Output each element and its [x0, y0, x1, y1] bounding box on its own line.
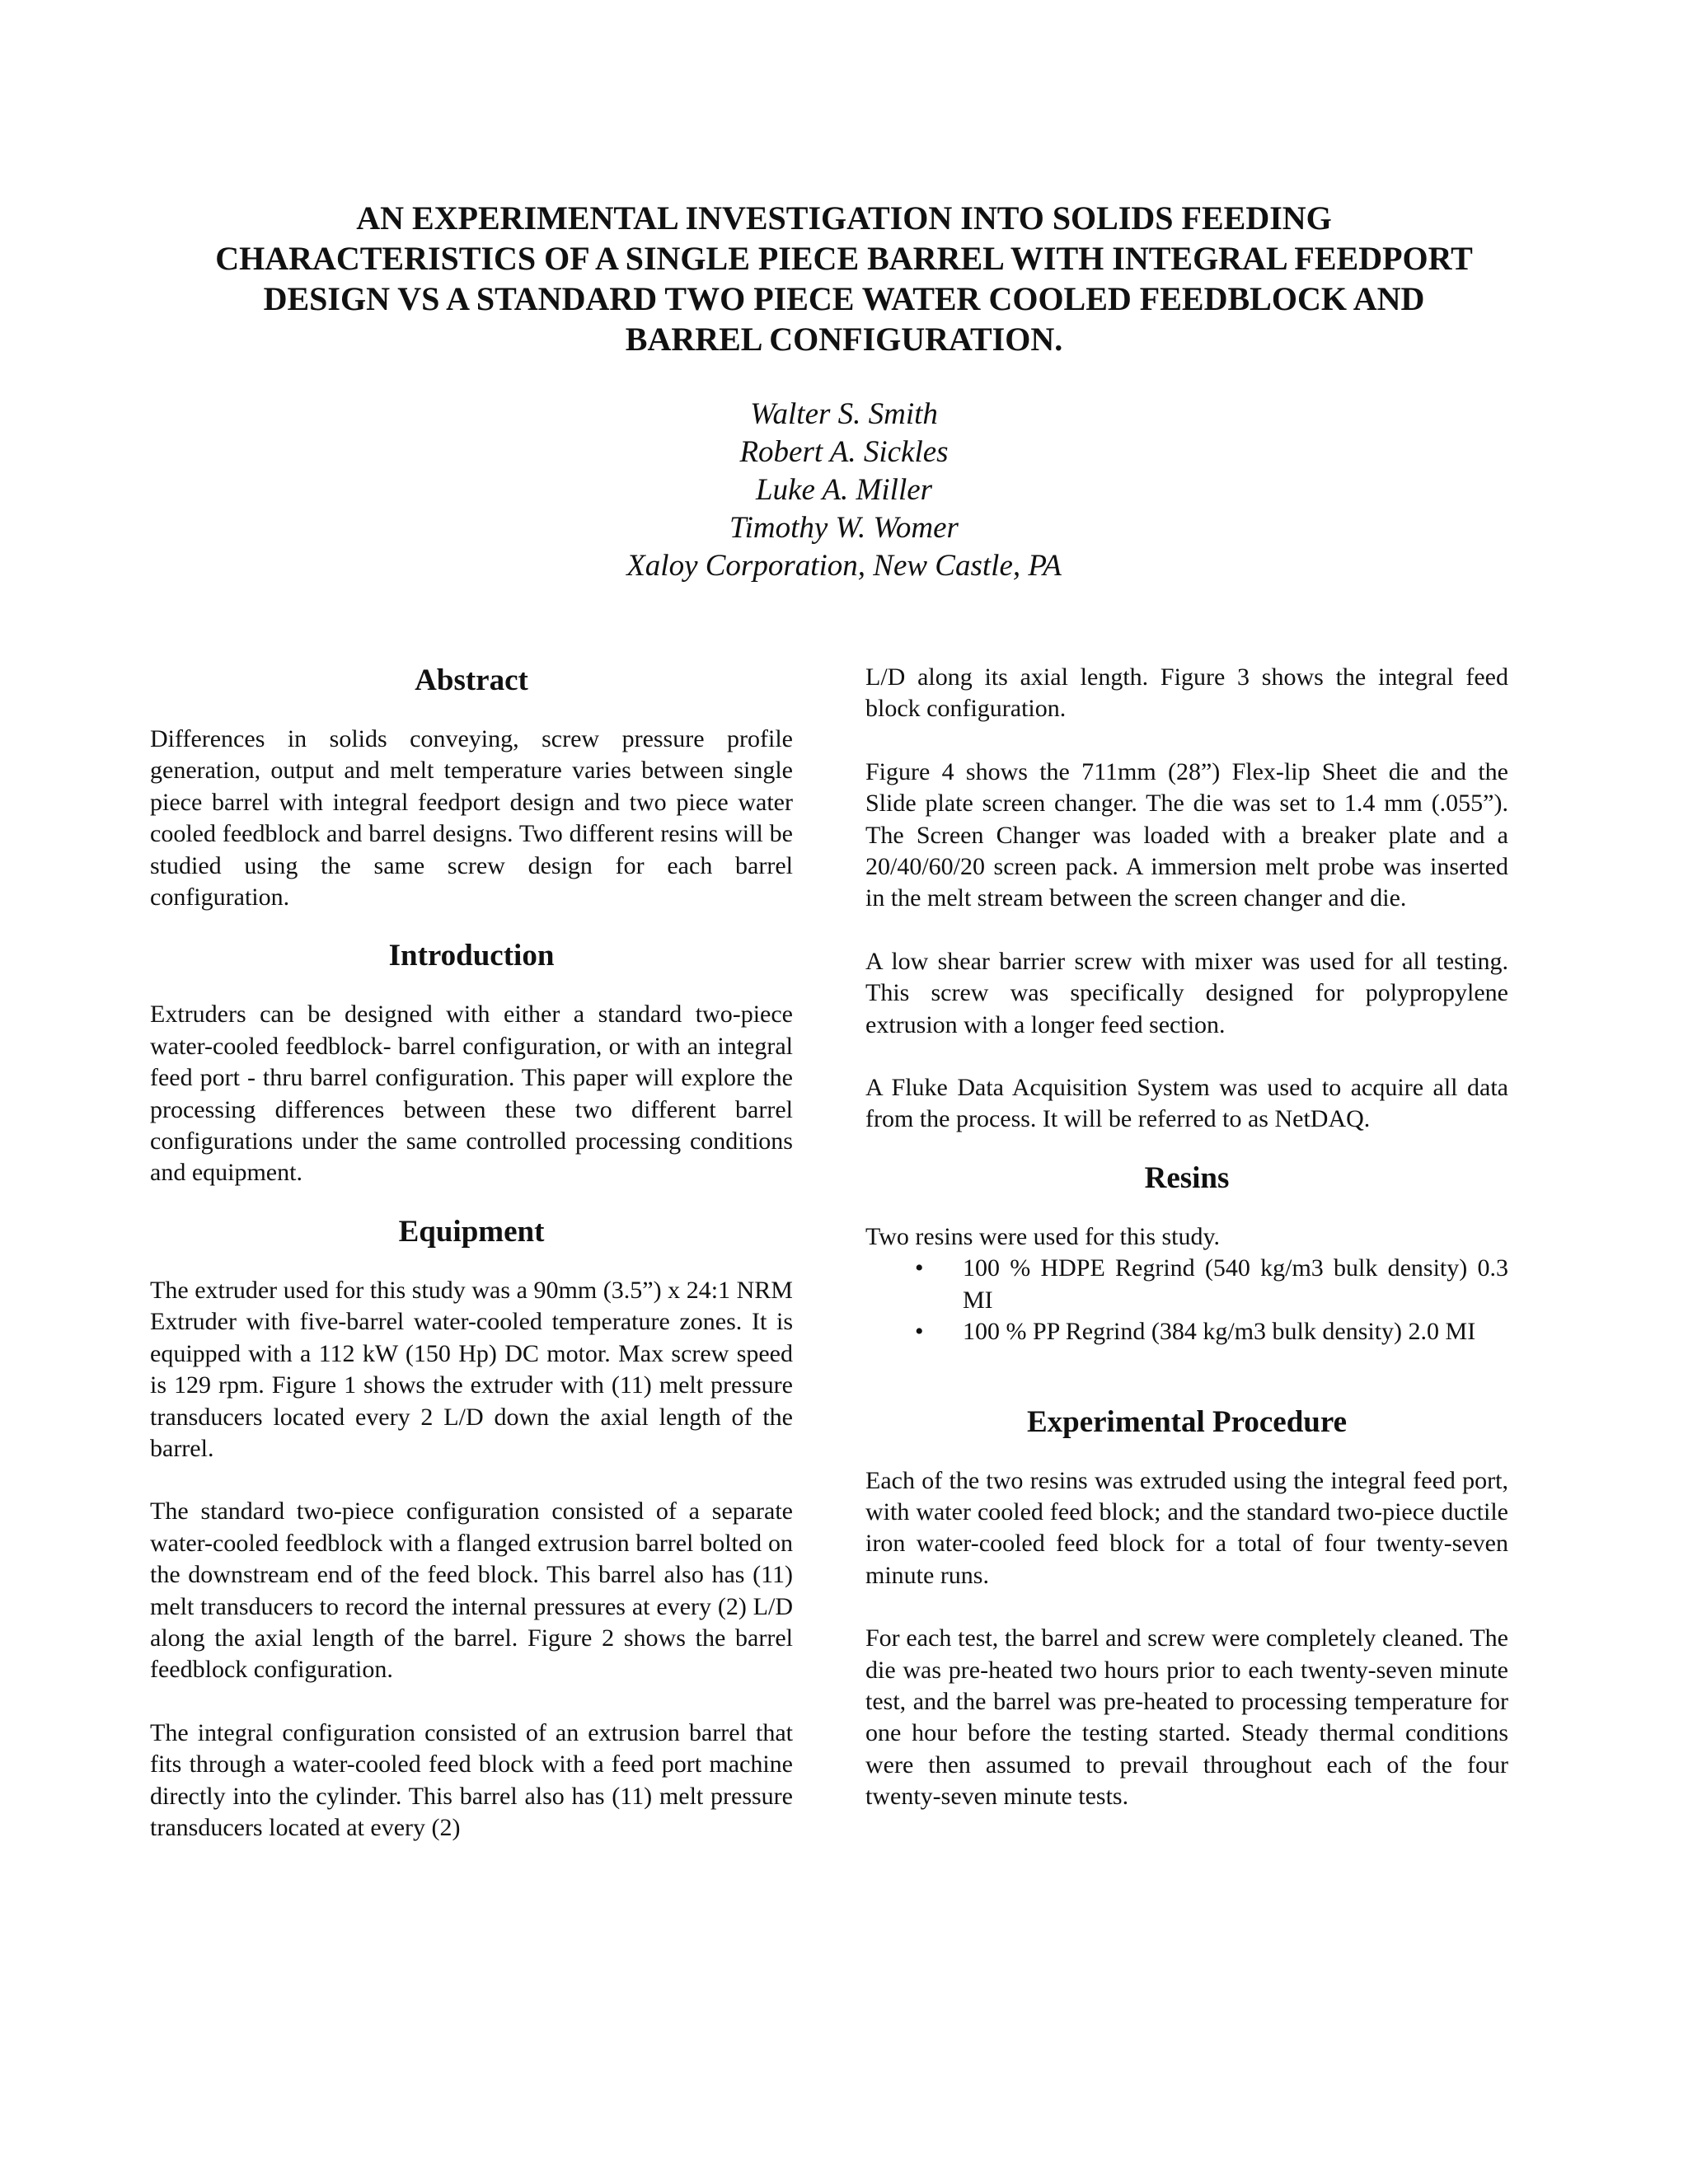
paper-title: [124, 198, 1564, 359]
resin-item-text: 100 % PP Regrind (384 kg/m3 bulk density) 2.0 MI: [963, 1318, 1476, 1346]
equipment-continued-paragraph: A Fluke Data Acquisition System was used to acquire all data from the process. It will be referred to as NetDAQ.: [865, 1074, 1508, 1133]
title-line-1: AN EXPERIMENTAL INVESTIGATION INTO SOLIDS FEEDING: [356, 199, 1332, 237]
introduction-text: Extruders can be designed with either a standard two-piece water-cooled feedblock- barrel configuration, or with an integral feed port - thru barrel configuration. This paper will explore the processing differences between these two different barrel configurations under the same controlled processing conditions and equipment.: [150, 1001, 793, 1187]
equipment-paragraph: The standard two-piece configuration consisted of a separate water-cooled feedblock with a flanged extrusion barrel bolted on the downstream end of the feed block. This barrel also has (11) melt transducers to record the internal pressures at every (2) L/D along the axial length of the barrel. Figure 2 shows the barrel feedblock configuration.: [150, 1497, 793, 1684]
equipment-paragraph: The extruder used for this study was a 90mm (3.5”) x 24:1 NRM Extruder with five-barrel water-cooled temperature zones. It is equipped with a 112 kW (150 Hp) DC motor. Max screw speed is 129 rpm. Figure 1 shows the extruder with (11) melt pressure transducers located every 2 L/D down the axial length of the barrel.: [150, 1276, 793, 1462]
equipment-paragraph: The integral configuration consisted of an extrusion barrel that fits through a water-cooled feed block with a feed port machine directly into the cylinder. This barrel also has (11) melt pressure transducers located at every (2): [150, 1718, 793, 1841]
resins-intro: Two resins were used for this study.: [865, 1222, 1221, 1250]
abstract-text: Differences in solids conveying, screw pressure profile generation, output and melt temperature varies between single piece barrel with integral feedport design and two piece water cooled feedblock and barrel designs. Two different resins will be studied using the same screw design for each barrel configuration.: [150, 725, 793, 912]
equipment-continued-paragraph: A low shear barrier screw with mixer was used for all testing. This screw was specifically designed for polypropylene extrusion with a longer feed section.: [865, 947, 1508, 1038]
abstract-heading: Abstract: [415, 663, 528, 697]
author-name: Timothy W. Womer: [729, 511, 959, 545]
equipment-heading: Equipment: [398, 1214, 545, 1249]
resins-heading: Resins: [1144, 1160, 1230, 1195]
bullet-icon: •: [915, 1318, 924, 1346]
title-line-3: DESIGN VS A STANDARD TWO PIECE WATER COOLED FEEDBLOCK AND: [263, 280, 1425, 317]
equipment-continued-paragraph: L/D along its axial length. Figure 3 shows the integral feed block configuration.: [865, 663, 1508, 723]
resins-list: [865, 1253, 1508, 1347]
title-line-4: BARREL CONFIGURATION.: [625, 321, 1063, 358]
author-name: Walter S. Smith: [750, 397, 938, 431]
author-affiliation: Xaloy Corporation, New Castle, PA: [626, 549, 1062, 583]
procedure-paragraph: For each test, the barrel and screw were completely cleaned. The die was pre-heated two hours prior to each twenty-seven minute test, and the barrel was pre-heated to processing temperature for one hour before the testing started. Steady thermal conditions were then assumed to prevail throughout each of the four twenty-seven minute tests.: [865, 1624, 1508, 1811]
title-line-2: CHARACTERISTICS OF A SINGLE PIECE BARREL WITH INTEGRAL FEEDPORT: [215, 240, 1473, 277]
resin-item-text: 100 % HDPE Regrind (540 kg/m3 bulk density) 0.3 MI: [963, 1254, 1508, 1314]
author-block: [330, 396, 1358, 585]
procedure-heading: Experimental Procedure: [1026, 1404, 1348, 1439]
equipment-continued-paragraph: Figure 4 shows the 711mm (28”) Flex-lip Sheet die and the Slide plate screen changer. The die was set to 1.4 mm (.055”). The Screen Changer was loaded with a breaker plate and a 20/40/60/20 screen pack. A immersion melt probe was inserted in the melt stream between the screen changer and die.: [865, 757, 1508, 912]
list-item: [865, 1253, 1508, 1316]
right-column: [865, 662, 1508, 1813]
left-column: [150, 662, 793, 1844]
introduction-heading: Introduction: [388, 939, 555, 973]
author-name: Luke A. Miller: [755, 473, 933, 507]
bullet-icon: •: [915, 1254, 924, 1282]
list-item: [865, 1316, 1508, 1347]
procedure-paragraph: Each of the two resins was extruded using the integral feed port, with water cooled feed block; and the standard two-piece ductile iron water-cooled feed block for a total of four twenty-seven minute runs.: [865, 1466, 1508, 1589]
author-name: Robert A. Sickles: [739, 435, 949, 469]
